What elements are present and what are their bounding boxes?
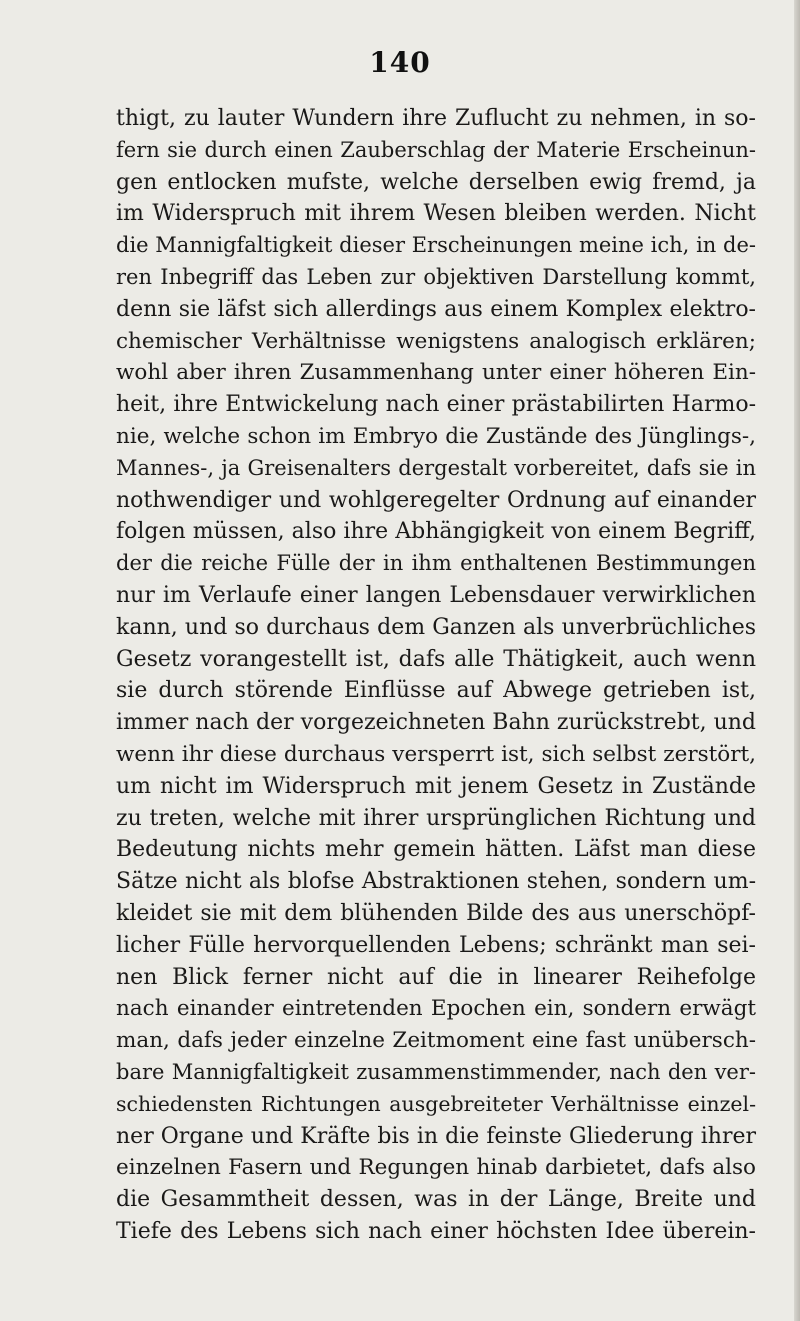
text-line: nothwendiger und wohlgeregelter Ordnung auf einander: [116, 487, 756, 513]
text-line: denn sie läfst sich allerdings aus einem Komplex elektro-: [116, 296, 756, 322]
text-line: Sätze nicht als blofse Abstraktionen stehen, sondern um-: [116, 869, 756, 895]
text-line: ren Inbegriff das Leben zur objektiven Darstellung kommt,: [116, 264, 756, 289]
text-line: die Mannigfaltigkeit dieser Erscheinungen meine ich, in de-: [116, 233, 756, 258]
text-line: wenn ihr diese durchaus versperrt ist, sich selbst zerstört,: [116, 741, 756, 767]
text-line: bare Mannigfaltigkeit zusammenstimmender, nach den ver-: [116, 1059, 756, 1084]
text-line: nur im Verlaufe einer langen Lebensdauer verwirklichen: [116, 582, 756, 608]
text-line: Tiefe des Lebens sich nach einer höchsten Idee überein-: [116, 1218, 756, 1244]
text-line: Gesetz vorangestellt ist, dafs alle Thätigkeit, auch wenn: [116, 646, 756, 672]
text-line: chemischer Verhältnisse wenigstens analogisch erklären;: [116, 328, 756, 354]
text-line: um nicht im Widerspruch mit jenem Gesetz in Zustände: [116, 773, 756, 799]
text-line: kleidet sie mit dem blühenden Bilde des aus unerschöpf-: [116, 900, 756, 926]
text-line: nie, welche schon im Embryo die Zustände des Jünglings-,: [116, 423, 756, 449]
text-line: Mannes-, ja Greisenalters dergestalt vorbereitet, dafs sie in: [116, 455, 756, 480]
body-text: [116, 103, 756, 1248]
text-line: der die reiche Fülle der in ihm enthaltenen Bestimmungen: [116, 551, 756, 576]
text-line: schiedensten Richtungen ausgebreiteter Verhältnisse einzel-: [116, 1091, 756, 1116]
text-line: heit, ihre Entwickelung nach einer prästabilirten Harmo-: [116, 392, 756, 418]
page-edge-shadow: [794, 0, 800, 1321]
text-line: gen entlocken mufste, welche derselben ewig fremd, ja: [116, 169, 756, 195]
text-line: kann, und so durchaus dem Ganzen als unverbrüchliches: [116, 614, 756, 640]
text-line: zu treten, welche mit ihrer ursprünglichen Richtung und: [116, 805, 756, 831]
text-line: sie durch störende Einflüsse auf Abwege getrieben ist,: [116, 678, 756, 704]
text-line: im Widerspruch mit ihrem Wesen bleiben werden. Nicht: [116, 201, 756, 227]
text-line: ner Organe und Kräfte bis in die feinste Gliederung ihrer: [116, 1123, 756, 1149]
page-number: 140: [369, 46, 431, 79]
text-line: man, dafs jeder einzelne Zeitmoment eine fast unübersch-: [116, 1028, 756, 1054]
text-line: nen Blick ferner nicht auf die in linearer Reihefolge: [116, 964, 756, 990]
text-line: die Gesammtheit dessen, was in der Länge, Breite und: [116, 1187, 756, 1213]
text-line: Bedeutung nichts mehr gemein hätten. Läfst man diese: [116, 837, 756, 863]
text-line: nach einander eintretenden Epochen ein, sondern erwägt: [116, 996, 756, 1022]
text-line: wohl aber ihren Zusammenhang unter einer höheren Ein-: [116, 360, 756, 386]
text-line: licher Fülle hervorquellenden Lebens; schränkt man sei-: [116, 932, 756, 958]
text-line: thigt, zu lauter Wundern ihre Zuflucht zu nehmen, in so-: [116, 106, 756, 131]
text-line: fern sie durch einen Zauberschlag der Materie Erscheinun-: [116, 137, 756, 162]
text-line: folgen müssen, also ihre Abhängigkeit von einem Begriff,: [116, 519, 756, 545]
text-line: immer nach der vorgezeichneten Bahn zurückstrebt, und: [116, 710, 757, 736]
text-line: einzelnen Fasern und Regungen hinab darbietet, dafs also: [116, 1155, 756, 1181]
